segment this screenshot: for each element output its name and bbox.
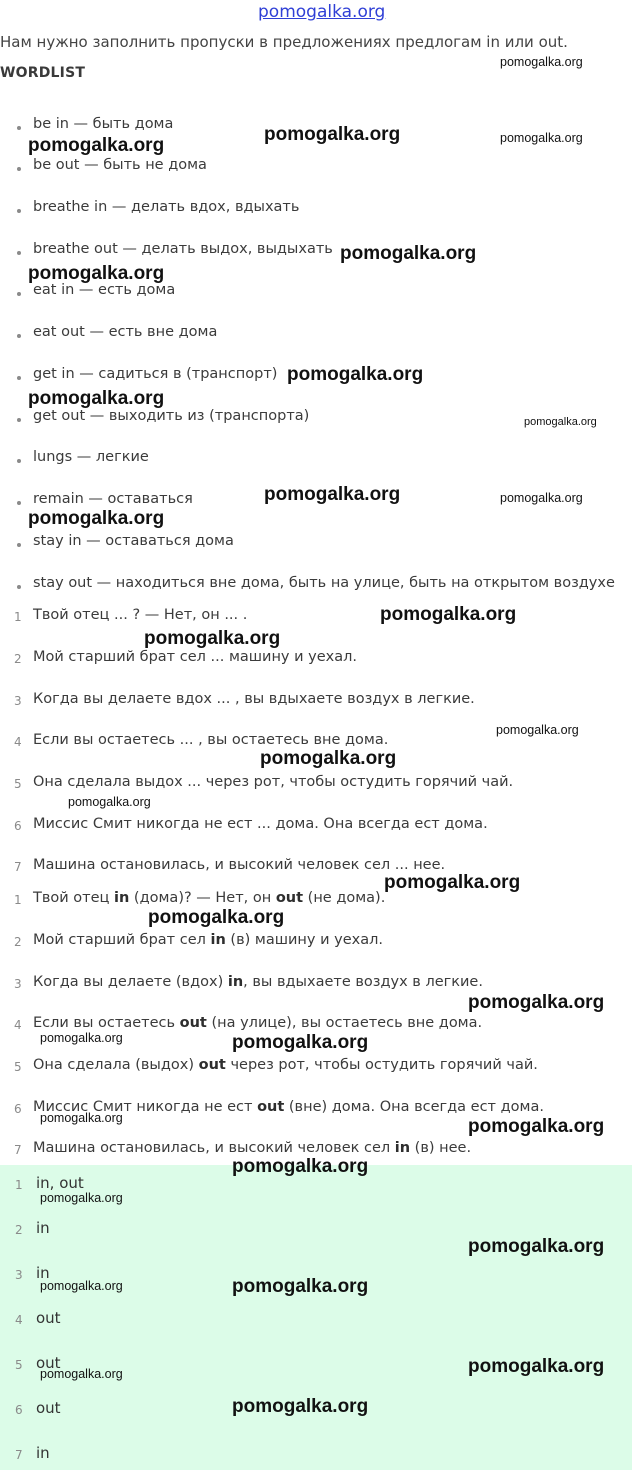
- wordlist-title: WORDLIST: [0, 65, 86, 81]
- translation-sentence: Она сделала (выдох) out через рот, чтобы остудить горячий чай.: [33, 1057, 538, 1073]
- wordlist-item: breathe out — делать выдох, выдыхать: [33, 241, 333, 257]
- translation-number: 5: [14, 1060, 22, 1074]
- wordlist-item: get in — садиться в (транспорт): [33, 366, 278, 382]
- watermark: pomogalka.org: [232, 1156, 369, 1177]
- watermark: pomogalka.org: [28, 388, 165, 409]
- translation-sentence: Твой отец in (дома)? — Нет, он out (не дома).: [33, 890, 386, 906]
- exercise-number: 2: [14, 652, 22, 666]
- watermark: pomogalka.org: [40, 1279, 123, 1293]
- watermark: pomogalka.org: [40, 1367, 123, 1381]
- translation-sentence: Машина остановилась, и высокий человек сел in (в) нее.: [33, 1140, 472, 1156]
- wordlist-item: eat out — есть вне дома: [33, 324, 218, 340]
- bullet-icon: [17, 459, 21, 463]
- bullet-icon: [17, 126, 21, 130]
- watermark: pomogalka.org: [144, 628, 281, 649]
- answer-number: 4: [15, 1313, 23, 1327]
- wordlist-item: be out — быть не дома: [33, 157, 207, 173]
- answer-number: 6: [15, 1403, 23, 1417]
- wordlist-item: remain — оставаться: [33, 491, 193, 507]
- exercise-sentence: Миссис Смит никогда не ест ... дома. Она всегда ест дома.: [33, 816, 488, 832]
- watermark: pomogalka.org: [380, 604, 517, 625]
- answer-number: 2: [15, 1223, 23, 1237]
- wordlist-item: breathe in — делать вдох, вдыхать: [33, 199, 300, 215]
- watermark: pomogalka.org: [40, 1191, 123, 1205]
- translation-number: 2: [14, 935, 22, 949]
- exercise-number: 4: [14, 735, 22, 749]
- wordlist-item: stay out — находиться вне дома, быть на улице, быть на открытом воздухе: [33, 575, 615, 591]
- watermark: pomogalka.org: [500, 491, 583, 505]
- watermark: pomogalka.org: [287, 364, 424, 385]
- bullet-icon: [17, 501, 21, 505]
- watermark: pomogalka.org: [28, 135, 165, 156]
- watermark: pomogalka.org: [28, 508, 165, 529]
- watermark: pomogalka.org: [68, 795, 151, 809]
- watermark: pomogalka.org: [468, 1236, 605, 1257]
- watermark: pomogalka.org: [232, 1276, 369, 1297]
- watermark: pomogalka.org: [468, 1356, 605, 1377]
- exercise-number: 3: [14, 694, 22, 708]
- top-watermark-link[interactable]: pomogalka.org: [258, 2, 386, 22]
- translation-sentence: Если вы остаетесь out (на улице), вы остаетесь вне дома.: [33, 1015, 483, 1031]
- bullet-icon: [17, 585, 21, 589]
- bullet-icon: [17, 418, 21, 422]
- watermark: pomogalka.org: [500, 131, 583, 145]
- answer-item: out: [36, 1354, 61, 1372]
- watermark: pomogalka.org: [232, 1032, 369, 1053]
- exercise-sentence: Она сделала выдох ... через рот, чтобы остудить горячий чай.: [33, 774, 514, 790]
- answer-item: out: [36, 1399, 61, 1417]
- answer-item: in: [36, 1264, 50, 1282]
- exercise-sentence: Твой отец ... ? — Нет, он ... .: [33, 607, 248, 623]
- answer-item: in: [36, 1219, 50, 1237]
- wordlist-item: stay in — оставаться дома: [33, 533, 234, 549]
- bullet-icon: [17, 543, 21, 547]
- watermark: pomogalka.org: [40, 1031, 123, 1045]
- watermark: pomogalka.org: [340, 243, 477, 264]
- translation-number: 3: [14, 977, 22, 991]
- wordlist-item: get out — выходить из (транспорта): [33, 408, 310, 424]
- watermark: pomogalka.org: [148, 907, 285, 928]
- watermark: pomogalka.org: [40, 1111, 123, 1125]
- watermark: pomogalka.org: [468, 1116, 605, 1137]
- translation-sentence: Мой старший брат сел in (в) машину и уехал.: [33, 932, 383, 948]
- answer-item: in, out: [36, 1174, 84, 1192]
- watermark: pomogalka.org: [496, 723, 579, 737]
- watermark: pomogalka.org: [384, 872, 521, 893]
- watermark: pomogalka.org: [264, 484, 401, 505]
- exercise-sentence: Если вы остаетесь ... , вы остаетесь вне дома.: [33, 732, 389, 748]
- exercise-number: 7: [14, 860, 22, 874]
- bullet-icon: [17, 167, 21, 171]
- watermark: pomogalka.org: [232, 1396, 369, 1417]
- bullet-icon: [17, 292, 21, 296]
- wordlist-item: lungs — легкие: [33, 449, 149, 465]
- bullet-icon: [17, 376, 21, 380]
- bullet-icon: [17, 209, 21, 213]
- exercise-number: 1: [14, 610, 22, 624]
- answer-number: 7: [15, 1448, 23, 1462]
- answer-number: 5: [15, 1358, 23, 1372]
- translation-number: 7: [14, 1143, 22, 1157]
- wordlist-item: be in — быть дома: [33, 116, 174, 132]
- watermark: pomogalka.org: [500, 55, 583, 69]
- exercise-sentence: Машина остановилась, и высокий человек сел ... нее.: [33, 857, 446, 873]
- watermark: pomogalka.org: [264, 124, 401, 145]
- translation-number: 1: [14, 893, 22, 907]
- exercise-number: 5: [14, 777, 22, 791]
- translation-number: 4: [14, 1018, 22, 1032]
- bullet-icon: [17, 334, 21, 338]
- watermark: pomogalka.org: [468, 992, 605, 1013]
- answer-item: in: [36, 1444, 50, 1462]
- answer-number: 1: [15, 1178, 23, 1192]
- wordlist-item: eat in — есть дома: [33, 282, 176, 298]
- watermark: pomogalka.org: [28, 263, 165, 284]
- translation-number: 6: [14, 1102, 22, 1116]
- bullet-icon: [17, 251, 21, 255]
- exercise-number: 6: [14, 819, 22, 833]
- answer-number: 3: [15, 1268, 23, 1282]
- answer-item: out: [36, 1309, 61, 1327]
- intro-text: Нам нужно заполнить пропуски в предложениях предлогам in или out.: [0, 33, 568, 51]
- watermark: pomogalka.org: [524, 416, 597, 428]
- exercise-sentence: Когда вы делаете вдох ... , вы вдыхаете воздух в легкие.: [33, 691, 475, 707]
- exercise-sentence: Мой старший брат сел ... машину и уехал.: [33, 649, 358, 665]
- translation-sentence: Когда вы делаете (вдох) in, вы вдыхаете воздух в легкие.: [33, 974, 483, 990]
- watermark: pomogalka.org: [260, 748, 397, 769]
- translation-sentence: Миссис Смит никогда не ест out (вне) дома. Она всегда ест дома.: [33, 1099, 544, 1115]
- answers-panel: [0, 1165, 632, 1470]
